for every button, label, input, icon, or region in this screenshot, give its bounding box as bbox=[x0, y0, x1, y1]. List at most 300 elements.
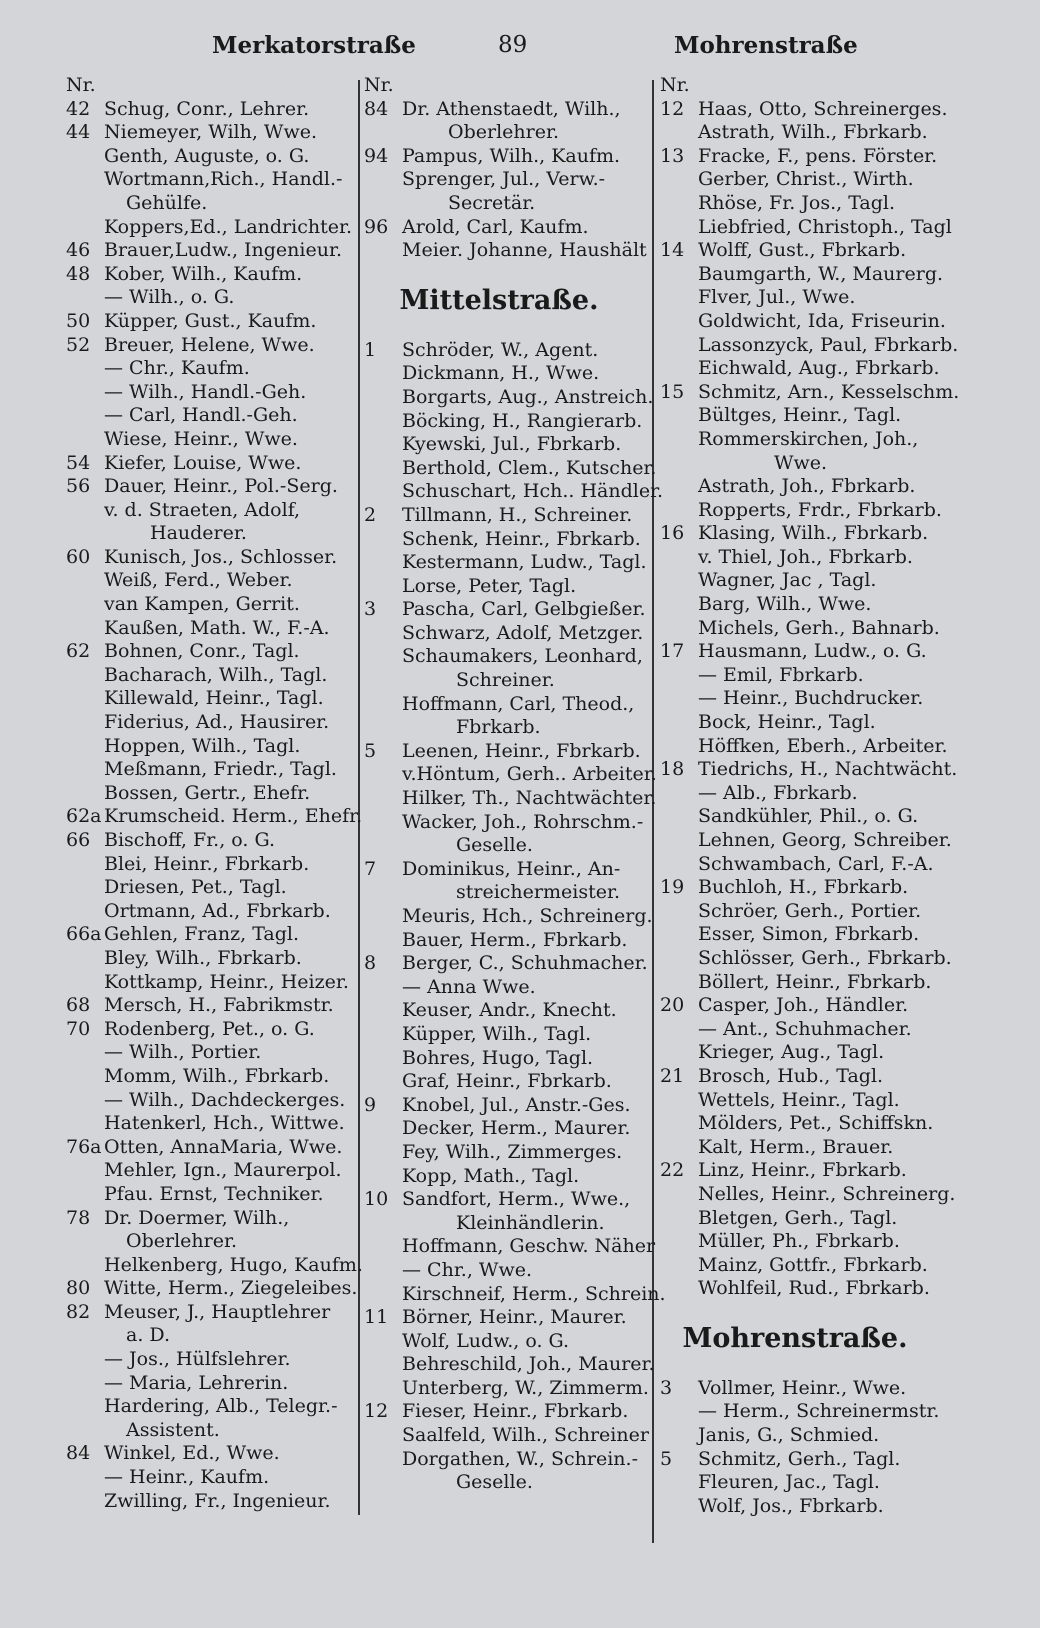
house-number: 50 bbox=[66, 309, 91, 332]
directory-entry bbox=[660, 263, 950, 287]
directory-entry bbox=[66, 263, 356, 287]
house-number: Nr. bbox=[364, 74, 394, 96]
resident-text: Pascha, Carl, Gelbgießer. bbox=[402, 598, 646, 621]
house-number: 66 bbox=[66, 829, 91, 851]
house-number: 66a bbox=[66, 923, 102, 946]
directory-entry bbox=[364, 1047, 650, 1071]
directory-entry bbox=[660, 617, 950, 641]
resident-text: Buchloh, H., Fbrkarb. bbox=[698, 876, 909, 899]
directory-entry bbox=[66, 900, 356, 924]
directory-entry bbox=[660, 546, 950, 570]
directory-entry bbox=[66, 640, 356, 664]
resident-text: Berthold, Clem., Kutscher. bbox=[402, 456, 657, 479]
directory-entry bbox=[66, 947, 356, 971]
resident-text: Mehler, Ign., Maurerpol. bbox=[104, 1159, 342, 1182]
resident-text: Wacker, Joh., Rohrschm.- bbox=[402, 810, 644, 833]
directory-entry bbox=[66, 1230, 356, 1254]
resident-text: Haas, Otto, Schreinerges. bbox=[698, 97, 948, 120]
directory-entry bbox=[364, 929, 650, 953]
resident-text: a. D. bbox=[126, 1324, 171, 1347]
house-number: 7 bbox=[364, 857, 377, 880]
directory-entry bbox=[66, 1301, 356, 1325]
directory-entry bbox=[66, 121, 356, 145]
directory-entry bbox=[660, 98, 950, 122]
resident-text: Wortmann,Rich., Handl.- bbox=[104, 168, 343, 191]
directory-entry bbox=[660, 735, 950, 759]
directory-entry bbox=[660, 380, 960, 405]
directory-entry bbox=[66, 1041, 356, 1065]
directory-entry bbox=[66, 617, 356, 641]
directory-entry bbox=[660, 1065, 950, 1089]
directory-entry bbox=[660, 758, 958, 782]
directory-entry bbox=[364, 410, 650, 434]
resident-text: — Chr., Kaufm. bbox=[104, 357, 250, 380]
resident-text: Klasing, Wilh., Fbrkarb. bbox=[698, 522, 929, 545]
resident-text: Hoffmann, Geschw. Näher bbox=[402, 1235, 656, 1258]
directory-entry bbox=[660, 923, 950, 947]
house-number: 8 bbox=[364, 952, 377, 975]
resident-text: Brauer,Ludw., Ingenieur. bbox=[104, 239, 343, 262]
resident-text: v. Thiel, Joh., Fbrkarb. bbox=[698, 545, 913, 568]
resident-text: — Heinr., Kaufm. bbox=[104, 1466, 270, 1489]
resident-text: Rodenberg, Pet., o. G. bbox=[104, 1017, 315, 1040]
directory-entry bbox=[364, 385, 654, 410]
resident-text: Börner, Heinr., Maurer. bbox=[402, 1306, 627, 1329]
resident-text: Kunisch, Jos., Schlosser. bbox=[104, 545, 338, 568]
resident-text: — Alb., Fbrkarb. bbox=[698, 781, 858, 804]
resident-text: Zwilling, Fr., Ingenieur. bbox=[104, 1489, 331, 1512]
column-divider bbox=[652, 80, 654, 1543]
directory-entry bbox=[66, 286, 356, 310]
house-number: Nr. bbox=[660, 74, 690, 96]
directory-entry bbox=[364, 645, 650, 669]
resident-text: Bohres, Hugo, Tagl. bbox=[402, 1046, 594, 1069]
directory-entry bbox=[66, 994, 356, 1018]
directory-entry bbox=[660, 593, 950, 617]
resident-text: Lassonzyck, Paul, Fbrkarb. bbox=[698, 333, 959, 356]
resident-text: Secretär. bbox=[448, 191, 536, 214]
resident-text: Genth, Auguste, o. G. bbox=[104, 144, 310, 167]
resident-text: — Heinr., Buchdrucker. bbox=[698, 687, 924, 710]
resident-text: Meuris, Hch., Schreinerg. bbox=[402, 905, 653, 927]
directory-entry bbox=[364, 1353, 655, 1377]
resident-text: — Anna Wwe. bbox=[402, 975, 536, 998]
directory-entry bbox=[66, 829, 356, 853]
directory-entry bbox=[66, 805, 363, 829]
resident-text: Winkel, Ed., Wwe. bbox=[104, 1442, 280, 1465]
directory-entry bbox=[66, 1395, 356, 1419]
directory-entry bbox=[66, 145, 356, 169]
directory-entry bbox=[66, 310, 356, 334]
directory-entry bbox=[364, 811, 650, 835]
resident-text: Sandkühler, Phil., o. G. bbox=[698, 805, 919, 828]
resident-text: Blei, Heinr., Fbrkarb. bbox=[104, 852, 310, 875]
directory-entry bbox=[364, 74, 650, 98]
resident-text: Kleinhändlerin. bbox=[456, 1211, 605, 1234]
directory-entry bbox=[66, 1183, 356, 1207]
directory-entry bbox=[66, 499, 356, 523]
resident-text: Kaußen, Math. W., F.-A. bbox=[104, 616, 330, 639]
resident-text: Behreschild, Joh., Maurer. bbox=[402, 1353, 655, 1376]
resident-text: Wolf, Jos., Fbrkarb. bbox=[698, 1494, 884, 1517]
resident-text: Kirschneif, Herm., Schrein. bbox=[402, 1282, 666, 1305]
directory-entry bbox=[660, 640, 950, 664]
directory-entry bbox=[660, 310, 950, 334]
house-number: 18 bbox=[660, 758, 685, 781]
resident-text: Hatenkerl, Hch., Wittwe. bbox=[104, 1112, 345, 1135]
directory-entry bbox=[660, 1377, 950, 1401]
resident-text: Fieser, Heinr., Fbrkarb. bbox=[402, 1400, 629, 1423]
resident-text: Schlösser, Gerh., Fbrkarb. bbox=[698, 946, 952, 969]
directory-entry bbox=[364, 1306, 650, 1330]
resident-text: Geselle. bbox=[456, 834, 533, 857]
directory-entry bbox=[66, 428, 356, 452]
resident-text: Witte, Herm., Ziegeleibes. bbox=[104, 1277, 358, 1300]
house-number: 94 bbox=[364, 144, 389, 167]
resident-text: v.Höntum, Gerh.. Arbeiter. bbox=[402, 763, 657, 786]
directory-entry bbox=[364, 622, 650, 646]
resident-text: Dauer, Heinr., Pol.-Serg. bbox=[104, 475, 338, 498]
directory-entry bbox=[66, 735, 356, 759]
resident-text: Dr. Athenstaedt, Wilh., bbox=[402, 97, 621, 120]
directory-entry bbox=[660, 1041, 950, 1065]
resident-text: Kyewski, Jul., Fbrkarb. bbox=[402, 433, 622, 456]
resident-text: Meuser, J., Hauptlehrer bbox=[104, 1300, 331, 1323]
house-number: 21 bbox=[660, 1064, 685, 1087]
resident-text: Hausmann, Ludw., o. G. bbox=[698, 640, 927, 663]
resident-text: — Wilh., Handl.-Geh. bbox=[104, 380, 307, 403]
resident-text: Schmitz, Gerh., Tagl. bbox=[698, 1447, 901, 1470]
page-header bbox=[0, 32, 1040, 66]
directory-entry bbox=[660, 1112, 950, 1136]
directory-entry bbox=[364, 1259, 650, 1283]
resident-text: Berger, C., Schuhmacher. bbox=[402, 952, 648, 975]
directory-column-2 bbox=[364, 74, 666, 1495]
directory-entry bbox=[364, 480, 664, 504]
directory-entry bbox=[364, 168, 650, 192]
directory-entry bbox=[66, 593, 356, 617]
directory-entry bbox=[364, 1235, 656, 1259]
directory-entry bbox=[364, 787, 657, 811]
house-number: 70 bbox=[66, 1017, 91, 1040]
house-number: 48 bbox=[66, 262, 91, 285]
resident-text: Hoffmann, Carl, Theod., bbox=[402, 692, 635, 715]
house-number: 84 bbox=[66, 1442, 91, 1465]
resident-text: Krumscheid. Herm., Ehefr. bbox=[104, 805, 363, 828]
resident-text: Arold, Carl, Kaufm. bbox=[402, 215, 589, 238]
resident-text: Kottkamp, Heinr., Heizer. bbox=[104, 970, 349, 993]
directory-entry bbox=[66, 1207, 356, 1231]
resident-text: Bley, Wilh., Fbrkarb. bbox=[104, 946, 302, 969]
directory-entry bbox=[660, 805, 950, 829]
directory-entry bbox=[660, 1495, 950, 1519]
directory-entry bbox=[660, 994, 950, 1018]
resident-text: van Kampen, Gerrit. bbox=[104, 593, 300, 616]
directory-entry bbox=[660, 1018, 950, 1042]
resident-text: Fiderius, Ad., Hausirer. bbox=[104, 711, 330, 734]
resident-text: Mölders, Pet., Schiffskn. bbox=[698, 1112, 934, 1135]
directory-entry bbox=[364, 716, 650, 740]
directory-entry bbox=[660, 1089, 950, 1113]
directory-entry bbox=[364, 763, 657, 787]
resident-text: — Chr., Wwe. bbox=[402, 1258, 533, 1281]
resident-text: Niemeyer, Wilh, Wwe. bbox=[104, 121, 317, 144]
directory-entry bbox=[660, 687, 950, 711]
directory-entry bbox=[66, 1419, 356, 1443]
resident-text: Fbrkarb. bbox=[456, 716, 541, 739]
resident-text: Wohlfeil, Rud., Fbrkarb. bbox=[698, 1277, 930, 1300]
resident-text: Ortmann, Ad., Fbrkarb. bbox=[104, 899, 331, 922]
resident-text: Gehlen, Franz, Tagl. bbox=[104, 923, 300, 946]
resident-text: Helkenberg, Hugo, Kaufm. bbox=[104, 1253, 363, 1276]
directory-entry bbox=[660, 475, 950, 499]
resident-text: Dr. Doermer, Wilh., bbox=[104, 1206, 290, 1229]
directory-entry bbox=[660, 971, 950, 995]
resident-text: Dorgathen, W., Schrein.- bbox=[402, 1447, 638, 1470]
directory-entry bbox=[66, 1112, 356, 1136]
directory-entry bbox=[660, 1424, 950, 1448]
directory-entry bbox=[660, 1471, 950, 1495]
resident-text: Borgarts, Aug., Anstreich. bbox=[402, 385, 654, 408]
directory-entry bbox=[660, 1136, 950, 1160]
resident-text: Lorse, Peter, Tagl. bbox=[402, 574, 577, 597]
directory-entry bbox=[66, 404, 356, 428]
directory-entry bbox=[364, 1400, 650, 1424]
house-number: 42 bbox=[66, 97, 91, 120]
directory-entry bbox=[66, 239, 356, 263]
house-number: 3 bbox=[660, 1376, 673, 1399]
street-section-title: Mohrenstraße. bbox=[682, 1322, 908, 1354]
resident-text: Dominikus, Heinr., An- bbox=[402, 857, 621, 880]
directory-entry bbox=[660, 664, 950, 688]
directory-entry bbox=[364, 1377, 650, 1401]
directory-entry bbox=[660, 145, 950, 169]
directory-entry bbox=[660, 1400, 950, 1424]
directory-entry bbox=[660, 876, 950, 900]
directory-entry bbox=[364, 1212, 650, 1236]
house-number: 76a bbox=[66, 1135, 102, 1158]
resident-text: Böcking, H., Rangierarb. bbox=[402, 409, 643, 432]
house-number: 96 bbox=[364, 215, 389, 238]
resident-text: Meier. Johanne, Haushält bbox=[402, 239, 647, 262]
directory-column-3 bbox=[660, 74, 960, 1518]
directory-entry bbox=[660, 947, 950, 971]
house-number: 44 bbox=[66, 121, 91, 144]
directory-entry bbox=[364, 98, 650, 122]
directory-entry bbox=[364, 1330, 650, 1354]
resident-text: Schwambach, Carl, F.-A. bbox=[698, 852, 934, 875]
resident-text: Mersch, H., Fabrikmstr. bbox=[104, 994, 334, 1017]
directory-entry bbox=[364, 456, 657, 481]
directory-entry bbox=[660, 168, 950, 192]
resident-text: Wiese, Heinr., Wwe. bbox=[104, 427, 298, 450]
resident-text: Bossen, Gertr., Ehefr. bbox=[104, 781, 311, 804]
resident-text: Janis, G., Schmied. bbox=[698, 1424, 880, 1447]
house-number: 22 bbox=[660, 1159, 685, 1182]
directory-entry bbox=[66, 1348, 356, 1372]
directory-entry bbox=[66, 216, 356, 240]
resident-text: Bacharach, Wilh., Tagl. bbox=[104, 663, 328, 686]
resident-text: Nelles, Heinr., Schreinerg. bbox=[698, 1182, 956, 1205]
directory-entry bbox=[364, 239, 650, 263]
resident-text: Schuschart, Hch.. Händler. bbox=[402, 480, 664, 503]
directory-entry bbox=[66, 1065, 356, 1089]
resident-text: Schreiner. bbox=[456, 669, 555, 692]
resident-text: Gehülfe. bbox=[126, 191, 208, 214]
directory-entry bbox=[660, 239, 950, 263]
house-number: 17 bbox=[660, 640, 685, 663]
directory-entry bbox=[660, 404, 950, 428]
directory-entry bbox=[364, 575, 650, 599]
directory-entry bbox=[364, 881, 650, 905]
directory-entry bbox=[364, 693, 650, 717]
house-number: 68 bbox=[66, 994, 91, 1017]
directory-entry bbox=[66, 1466, 356, 1490]
resident-text: Unterberg, W., Zimmerm. bbox=[402, 1376, 649, 1399]
house-number: 5 bbox=[364, 739, 377, 762]
directory-entry bbox=[660, 1277, 950, 1301]
house-number: 13 bbox=[660, 144, 685, 167]
resident-text: Fleuren, Jac., Tagl. bbox=[698, 1471, 880, 1494]
resident-text: — Wilh., o. G. bbox=[104, 286, 235, 309]
resident-text: Schaumakers, Leonhard, bbox=[402, 645, 643, 668]
directory-entry bbox=[66, 853, 356, 877]
directory-entry bbox=[66, 74, 356, 98]
directory-entry bbox=[364, 216, 650, 240]
house-number: 2 bbox=[364, 503, 377, 526]
resident-text: Tillmann, H., Schreiner. bbox=[402, 503, 633, 526]
resident-text: Wolff, Gust., Fbrkarb. bbox=[698, 239, 907, 262]
house-number: 12 bbox=[364, 1400, 389, 1423]
directory-entry bbox=[364, 433, 650, 457]
resident-text: Assistent. bbox=[126, 1418, 220, 1441]
resident-text: Oberlehrer. bbox=[448, 121, 559, 144]
directory-entry bbox=[364, 192, 650, 216]
directory-entry bbox=[66, 971, 356, 995]
resident-text: Momm, Wilh., Fbrkarb. bbox=[104, 1064, 330, 1087]
resident-text: streichermeister. bbox=[456, 881, 620, 904]
directory-entry bbox=[364, 834, 650, 858]
resident-text: Fracke, F., pens. Förster. bbox=[698, 144, 938, 167]
directory-entry bbox=[660, 1207, 950, 1231]
directory-entry bbox=[364, 121, 650, 145]
directory-entry bbox=[364, 1448, 650, 1472]
house-number: 3 bbox=[364, 598, 377, 621]
house-number: 9 bbox=[364, 1093, 377, 1116]
resident-text: Linz, Heinr., Fbrkarb. bbox=[698, 1159, 907, 1182]
house-number: 62 bbox=[66, 640, 91, 663]
resident-text: Casper, Joh., Händler. bbox=[698, 994, 909, 1017]
directory-entry bbox=[364, 999, 650, 1023]
resident-text: Koppers,Ed., Landrichter. bbox=[104, 215, 353, 238]
resident-text: Hoppen, Wilh., Tagl. bbox=[104, 734, 301, 757]
resident-text: — Maria, Lehrerin. bbox=[104, 1371, 289, 1394]
resident-text: — Herm., Schreinermstr. bbox=[698, 1400, 940, 1423]
resident-text: Sprenger, Jul., Verw.- bbox=[402, 168, 606, 191]
resident-text: Decker, Herm., Maurer. bbox=[402, 1117, 631, 1140]
directory-entry bbox=[660, 1182, 956, 1207]
directory-entry bbox=[660, 900, 950, 924]
resident-text: v. d. Straeten, Adolf, bbox=[104, 498, 301, 521]
resident-text: Sandfort, Herm., Wwe., bbox=[402, 1188, 631, 1211]
directory-entry bbox=[364, 1117, 650, 1141]
directory-entry bbox=[66, 569, 356, 593]
directory-entry bbox=[660, 711, 950, 735]
directory-entry bbox=[660, 192, 950, 216]
house-number: 56 bbox=[66, 475, 91, 498]
directory-entry bbox=[660, 452, 950, 476]
resident-text: Wolf, Ludw., o. G. bbox=[402, 1329, 570, 1352]
directory-entry bbox=[660, 74, 950, 98]
house-number: 60 bbox=[66, 545, 91, 568]
house-number: 11 bbox=[364, 1306, 389, 1329]
resident-text: — Emil, Fbrkarb. bbox=[698, 663, 864, 686]
house-number: 12 bbox=[660, 97, 685, 120]
directory-entry bbox=[660, 428, 950, 452]
resident-text: Baumgarth, W., Maurerg. bbox=[698, 262, 944, 285]
resident-text: Schmitz, Arn., Kesselschm. bbox=[698, 380, 960, 403]
directory-entry bbox=[364, 339, 650, 363]
resident-text: Driesen, Pet., Tagl. bbox=[104, 876, 287, 899]
resident-text: Goldwicht, Ida, Friseurin. bbox=[698, 309, 946, 332]
directory-entry bbox=[66, 475, 356, 499]
resident-text: Oberlehrer. bbox=[126, 1230, 237, 1253]
header-right-street: Mohrenstraße bbox=[674, 32, 858, 59]
resident-text: Küpper, Wilh., Tagl. bbox=[402, 1022, 592, 1045]
directory-entry bbox=[66, 452, 356, 476]
resident-text: Dickmann, H., Wwe. bbox=[402, 362, 600, 385]
resident-text: Tiedrichs, H., Nachtwächt. bbox=[698, 758, 958, 781]
resident-text: Schwarz, Adolf, Metzger. bbox=[402, 621, 644, 644]
directory-column-1 bbox=[66, 74, 363, 1513]
directory-entry bbox=[66, 168, 356, 192]
resident-text: Schröder, W., Agent. bbox=[402, 338, 599, 361]
directory-entry bbox=[364, 362, 650, 386]
resident-text: Wettels, Heinr., Tagl. bbox=[698, 1088, 900, 1111]
house-number: 52 bbox=[66, 333, 91, 356]
directory-entry bbox=[364, 1165, 650, 1189]
resident-text: Barg, Wilh., Wwe. bbox=[698, 593, 872, 616]
resident-text: Kober, Wilh., Kaufm. bbox=[104, 262, 303, 285]
directory-entry bbox=[66, 1253, 363, 1278]
directory-entry bbox=[66, 1372, 356, 1396]
directory-entry bbox=[660, 522, 950, 546]
resident-text: Hardering, Alb., Telegr.- bbox=[104, 1395, 338, 1418]
directory-entry bbox=[66, 1159, 356, 1183]
directory-entry bbox=[660, 499, 950, 523]
resident-text: Bock, Heinr., Tagl. bbox=[698, 711, 876, 734]
resident-text: Lehnen, Georg, Schreiber. bbox=[698, 829, 952, 851]
directory-entry bbox=[364, 145, 650, 169]
resident-text: Kestermann, Ludw., Tagl. bbox=[402, 551, 647, 574]
resident-text: Weiß, Ferd., Weber. bbox=[104, 569, 293, 592]
resident-text: Kopp, Math., Tagl. bbox=[402, 1164, 580, 1187]
directory-entry bbox=[364, 1023, 650, 1047]
resident-text: Wwe. bbox=[774, 451, 828, 474]
directory-entry bbox=[660, 286, 950, 310]
resident-text: Leenen, Heinr., Fbrkarb. bbox=[402, 739, 641, 762]
house-number: 80 bbox=[66, 1277, 91, 1300]
directory-entry bbox=[66, 98, 356, 122]
resident-text: Rommerskirchen, Joh., bbox=[698, 427, 919, 450]
resident-text: Bischoff, Fr., o. G. bbox=[104, 829, 276, 851]
resident-text: Bohnen, Conr., Tagl. bbox=[104, 640, 300, 663]
directory-entry bbox=[364, 858, 650, 882]
resident-text: Flver, Jul., Wwe. bbox=[698, 286, 856, 309]
directory-entry bbox=[364, 504, 650, 528]
directory-entry bbox=[66, 546, 356, 570]
resident-text: Fey, Wilh., Zimmerges. bbox=[402, 1140, 623, 1163]
